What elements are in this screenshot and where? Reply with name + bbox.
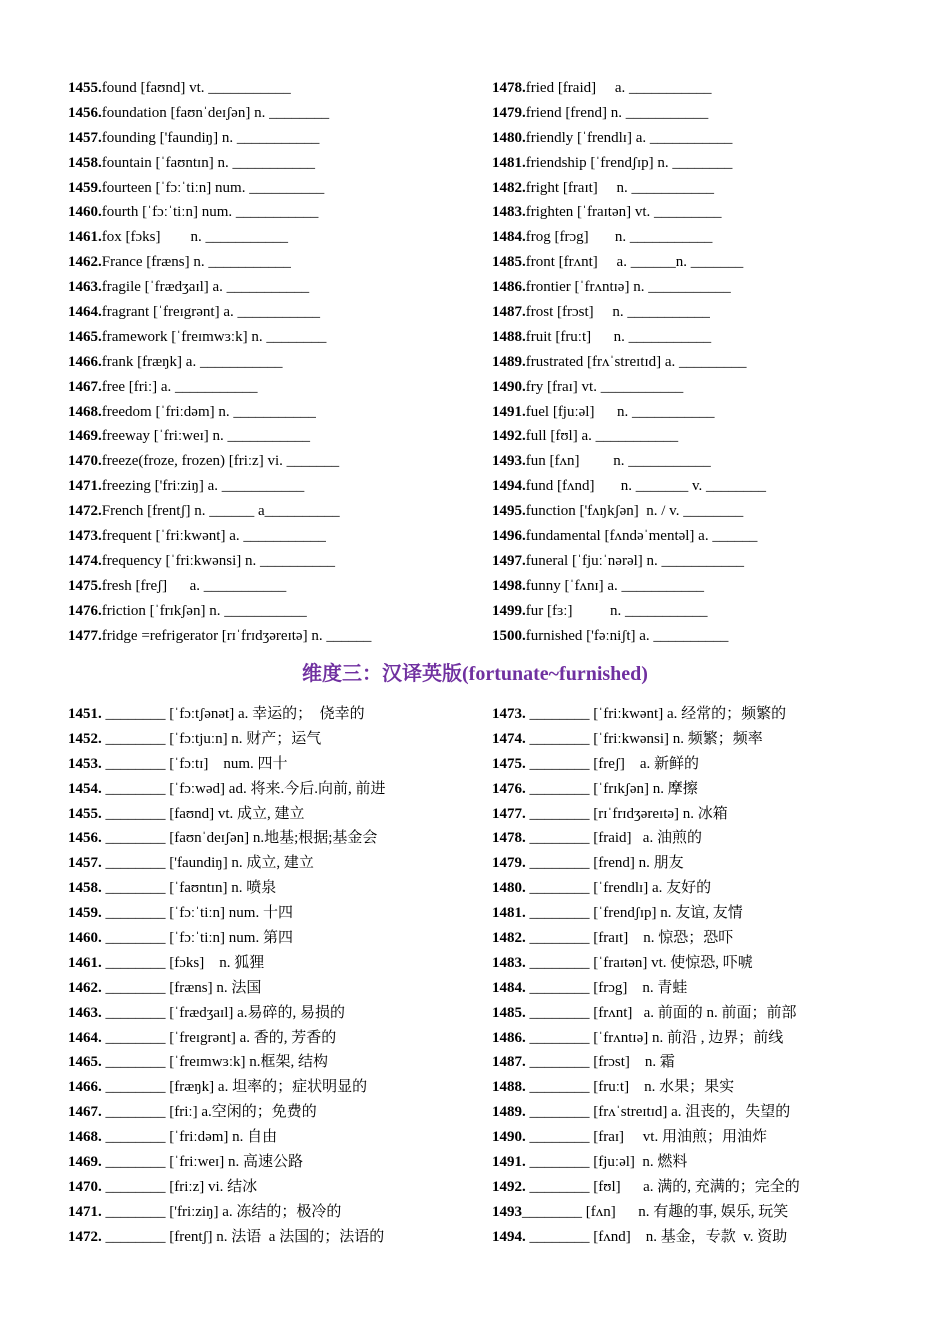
vocab-entry xyxy=(492,474,932,499)
vocab-entry xyxy=(492,802,932,827)
entry-number: 1487. xyxy=(492,1054,526,1071)
entry-number: 1457. xyxy=(68,129,102,146)
vocab-entry xyxy=(68,976,508,1001)
entry-text: ________ [ˈfɔːtjuːn] n. 财产；运气 xyxy=(101,730,322,747)
entry-number: 1484. xyxy=(492,979,526,996)
vocab-entry xyxy=(68,777,508,802)
entry-text: ________ [ˈfreɪgrənt] a. 香的, 芳香的 xyxy=(101,1029,337,1046)
vocab-entry xyxy=(492,300,932,325)
entry-number: 1457. xyxy=(68,855,102,872)
vocab-entry xyxy=(492,727,932,752)
entry-text: foundation [faʊnˈdeɪʃən] n. ________ xyxy=(101,104,330,121)
vocab-entry xyxy=(492,375,932,400)
vocab-entry xyxy=(68,225,508,250)
vocab-entry xyxy=(492,599,932,624)
entry-number: 1476. xyxy=(492,780,526,797)
entry-number: 1475. xyxy=(68,577,102,594)
entry-number: 1469. xyxy=(68,1154,102,1171)
vocab-entry xyxy=(68,1050,508,1075)
entry-number: 1494. xyxy=(492,478,526,495)
vocab-entry xyxy=(68,876,508,901)
entry-number: 1452. xyxy=(68,730,102,747)
entry-text: free [friː] a. ___________ xyxy=(101,378,258,395)
entry-number: 1465. xyxy=(68,1054,102,1071)
part1-left-column xyxy=(68,76,508,648)
entry-number: 1472. xyxy=(68,1228,102,1245)
entry-number: 1486. xyxy=(492,279,526,296)
vocab-entry xyxy=(492,101,932,126)
vocab-entry xyxy=(492,901,932,926)
entry-number: 1480. xyxy=(492,880,526,897)
vocab-entry xyxy=(492,876,932,901)
entry-text: frontier [ˈfrʌntɪə] n. ___________ xyxy=(525,279,731,296)
entry-number: 1459. xyxy=(68,179,102,196)
vocab-entry xyxy=(68,200,508,225)
entry-text: frank [fræŋk] a. ___________ xyxy=(101,353,283,370)
vocab-entry xyxy=(492,1125,932,1150)
vocab-entry xyxy=(68,151,508,176)
entry-number: 1492. xyxy=(492,1178,526,1195)
entry-number: 1483. xyxy=(492,204,526,221)
entry-number: 1475. xyxy=(492,755,526,772)
vocab-entry xyxy=(492,350,932,375)
entry-text: fruit [fruːt] n. ___________ xyxy=(525,328,712,345)
entry-number: 1493 xyxy=(492,1203,522,1220)
entry-text: fourteen [ˈfɔːˈtiːn] num. __________ xyxy=(101,179,325,196)
entry-number: 1463. xyxy=(68,279,102,296)
entry-text: ________ [ˈfraɪtən] vt. 使惊恐, 吓唬 xyxy=(525,954,753,971)
entry-text: ________ [ˈfriːdəm] n. 自由 xyxy=(101,1129,278,1146)
vocab-entry xyxy=(68,951,508,976)
entry-text: ________ [fʊl] a. 满的, 充满的；完全的 xyxy=(525,1178,800,1195)
vocab-entry xyxy=(492,1225,932,1250)
entry-text: ________ [ˈfrendlɪ] a. 友好的 xyxy=(525,880,712,897)
entry-text: friend [frend] n. ___________ xyxy=(525,104,709,121)
vocab-entry xyxy=(492,151,932,176)
entry-text: fried [fraid] a. ___________ xyxy=(525,80,712,96)
vocab-entry xyxy=(492,851,932,876)
entry-text: ________ [fræŋk] a. 坦率的；症状明显的 xyxy=(101,1079,368,1096)
entry-text: ________ [ˈfɔːˈtiːn] num. 第四 xyxy=(101,930,293,947)
entry-number: 1488. xyxy=(492,1079,526,1096)
vocab-entry xyxy=(68,1026,508,1051)
vocab-entry xyxy=(68,275,508,300)
entry-number: 1473. xyxy=(68,528,102,545)
entry-number: 1489. xyxy=(492,1104,526,1121)
vocab-entry xyxy=(492,225,932,250)
entry-number: 1463. xyxy=(68,1004,102,1021)
vocab-entry xyxy=(68,901,508,926)
entry-number: 1491. xyxy=(492,403,526,420)
entry-text: fountain [ˈfaʊntɪn] n. ___________ xyxy=(101,154,315,171)
entry-text: frighten [ˈfraɪtən] vt. _________ xyxy=(525,204,722,221)
entry-text: ________ [fʌnd] n. 基金，专款 v. 资助 xyxy=(525,1228,788,1245)
vocab-entry xyxy=(492,400,932,425)
entry-number: 1485. xyxy=(492,1004,526,1021)
vocab-entry xyxy=(68,424,508,449)
entry-text: freeze(froze, frozen) [friːz] vi. _______ xyxy=(101,453,340,470)
vocab-entry xyxy=(492,1026,932,1051)
entry-number: 1492. xyxy=(492,428,526,445)
entry-text: ________ [ˈfaʊntɪn] n. 喷泉 xyxy=(101,880,277,897)
entry-text: friendship [ˈfrendʃɪp] n. ________ xyxy=(525,154,733,171)
entry-text: ________ ['friːziŋ] a. 冻结的；极冷的 xyxy=(101,1203,342,1220)
vocab-entry xyxy=(492,777,932,802)
entry-number: 1460. xyxy=(68,204,102,221)
entry-text: ________ [fræns] n. 法国 xyxy=(101,979,262,996)
entry-text: ________ [ˈfɔːˈtiːn] num. 十四 xyxy=(101,905,293,922)
entry-number: 1465. xyxy=(68,328,102,345)
entry-number: 1497. xyxy=(492,552,526,569)
vocab-entry xyxy=(68,1175,508,1200)
entry-text: ________ [frɔg] n. 青蛙 xyxy=(525,979,688,996)
entry-number: 1461. xyxy=(68,229,102,246)
entry-text: ________ [frʌnt] a. 前面的 n. 前面；前部 xyxy=(525,1004,797,1021)
vocab-entry xyxy=(68,524,508,549)
entry-number: 1479. xyxy=(492,104,526,121)
entry-number: 1460. xyxy=(68,930,102,947)
entry-text: ________ [friː] a.空闲的；免费的 xyxy=(101,1104,317,1121)
vocab-entry xyxy=(492,1150,932,1175)
entry-text: ________ [ˈfriːkwənt] a. 经常的；频繁的 xyxy=(525,706,787,722)
entry-number: 1478. xyxy=(492,830,526,847)
entry-text: ________ [ˈfreɪmwɜːk] n.框架, 结构 xyxy=(101,1054,329,1071)
vocab-entry xyxy=(68,1001,508,1026)
vocab-entry xyxy=(68,449,508,474)
vocab-entry xyxy=(492,126,932,151)
vocab-entry xyxy=(68,499,508,524)
entry-text: function ['fʌŋkʃən] n. / v. ________ xyxy=(525,503,744,520)
entry-text: framework [ˈfreɪmwɜːk] n. ________ xyxy=(101,328,327,345)
section-title: 维度三：汉译英版(fortunate~furnished) xyxy=(302,663,648,685)
vocab-entry xyxy=(492,926,932,951)
vocab-entry xyxy=(492,275,932,300)
entry-text: frustrated [frʌˈstreɪtɪd] a. _________ xyxy=(525,353,747,370)
vocab-entry xyxy=(492,524,932,549)
entry-text: ________ [ˈfrendʃɪp] n. 友谊, 友情 xyxy=(525,905,743,922)
vocab-entry xyxy=(492,976,932,1001)
part2-left-column xyxy=(68,702,508,1250)
entry-text: fur [fɜː] n. ___________ xyxy=(525,602,708,619)
entry-number: 1466. xyxy=(68,353,102,370)
entry-text: fun [fʌn] n. ___________ xyxy=(525,453,711,470)
vocab-entry xyxy=(68,101,508,126)
entry-text: funeral [ˈfjuːˈnərəl] n. ___________ xyxy=(525,552,745,569)
entry-text: freeway [ˈfriːweɪ] n. ___________ xyxy=(101,428,311,445)
entry-text: fuel [fjuːəl] n. ___________ xyxy=(525,403,715,420)
vocab-entry xyxy=(68,375,508,400)
vocab-entry xyxy=(68,1100,508,1125)
entry-text: ________ [faʊnd] vt. 成立, 建立 xyxy=(101,805,305,822)
vocab-entry xyxy=(492,574,932,599)
entry-number: 1493. xyxy=(492,453,526,470)
vocab-entry xyxy=(68,624,508,649)
entry-number: 1488. xyxy=(492,328,526,345)
entry-text: ________ [ˈfriːkwənsi] n. 频繁；频率 xyxy=(525,730,763,747)
entry-text: friendly [ˈfrendlɪ] a. ___________ xyxy=(525,129,733,146)
entry-number: 1462. xyxy=(68,979,102,996)
entry-text: found [faʊnd] vt. ___________ xyxy=(101,80,291,96)
vocab-entry xyxy=(492,624,932,649)
vocab-entry xyxy=(68,851,508,876)
entry-number: 1484. xyxy=(492,229,526,246)
entry-text: fund [fʌnd] n. _______ v. ________ xyxy=(525,478,767,495)
vocab-entry xyxy=(68,1225,508,1250)
entry-text: ________ [freʃ] a. 新鲜的 xyxy=(525,755,700,772)
entry-number: 1490. xyxy=(492,1129,526,1146)
entry-text: ________ [friːz] vi. 结冰 xyxy=(101,1178,258,1195)
entry-number: 1496. xyxy=(492,528,526,545)
entry-text: ________ [ˈfɔːtɪ] num. 四十 xyxy=(101,755,288,772)
entry-number: 1456. xyxy=(68,830,102,847)
entry-number: 1500. xyxy=(492,627,526,644)
entry-number: 1468. xyxy=(68,403,102,420)
entry-text: ________ [fʌn] n. 有趣的事, 娱乐, 玩笑 xyxy=(522,1203,789,1220)
vocab-entry xyxy=(68,926,508,951)
vocab-entry xyxy=(68,826,508,851)
entry-text: freezing ['friːziŋ] a. ___________ xyxy=(101,478,305,495)
entry-number: 1467. xyxy=(68,378,102,395)
entry-number: 1471. xyxy=(68,478,102,495)
entry-text: ________ [ˈfɔːtʃənət] a. 幸运的； 侥幸的 xyxy=(101,706,365,722)
entry-text: France [fræns] n. ___________ xyxy=(101,254,291,271)
vocab-entry xyxy=(68,549,508,574)
vocab-entry xyxy=(492,1001,932,1026)
vocab-entry xyxy=(68,1200,508,1225)
vocab-entry xyxy=(492,752,932,777)
vocab-entry xyxy=(68,300,508,325)
entry-text: ________ [fraɪ] vt. 用油煎；用油炸 xyxy=(525,1129,767,1146)
entry-text: ________ [fɔks] n. 狐狸 xyxy=(101,954,265,971)
entry-text: ________ [faʊnˈdeɪʃən] n.地基;根据;基金会 xyxy=(101,830,378,847)
entry-text: fragile [ˈfrædʒaɪl] a. ___________ xyxy=(101,279,310,296)
entry-text: fry [fraɪ] vt. ___________ xyxy=(525,378,684,395)
entry-text: ________ [ˈfriːweɪ] n. 高速公路 xyxy=(101,1154,303,1171)
vocab-entry xyxy=(492,1050,932,1075)
entry-text: ________ ['faundiŋ] n. 成立, 建立 xyxy=(101,855,314,872)
entry-number: 1458. xyxy=(68,154,102,171)
entry-text: fright [fraɪt] n. ___________ xyxy=(525,179,715,196)
entry-number: 1473. xyxy=(492,706,526,722)
entry-number: 1477. xyxy=(68,627,102,644)
vocab-entry xyxy=(68,474,508,499)
entry-text: founding ['faundiŋ] n. ___________ xyxy=(101,129,320,146)
vocab-entry xyxy=(68,802,508,827)
vocab-entry xyxy=(68,350,508,375)
entry-text: ________ [frend] n. 朋友 xyxy=(525,855,684,872)
vocab-entry xyxy=(492,1200,932,1225)
vocab-entry xyxy=(492,424,932,449)
vocab-entry xyxy=(492,1075,932,1100)
entry-number: 1481. xyxy=(492,905,526,922)
vocab-entry xyxy=(492,826,932,851)
entry-number: 1466. xyxy=(68,1079,102,1096)
vocab-entry xyxy=(492,951,932,976)
entry-number: 1468. xyxy=(68,1129,102,1146)
entry-text: ________ [frɔst] n. 霜 xyxy=(525,1054,675,1071)
vocab-entry xyxy=(492,549,932,574)
vocab-entry xyxy=(492,176,932,201)
entry-text: ________ [frentʃ] n. 法语 a 法国的；法语的 xyxy=(101,1228,385,1245)
entry-number: 1477. xyxy=(492,805,526,822)
entry-number: 1480. xyxy=(492,129,526,146)
entry-text: fourth [ˈfɔːˈtiːn] num. ___________ xyxy=(101,204,319,221)
vocab-entry xyxy=(68,400,508,425)
entry-number: 1490. xyxy=(492,378,526,395)
vocab-entry xyxy=(68,727,508,752)
entry-text: ________ [ˈfɔːwəd] ad. 将来.今后.向前, 前进 xyxy=(101,780,386,797)
entry-number: 1455. xyxy=(68,80,102,96)
vocab-entry xyxy=(68,325,508,350)
vocab-entry xyxy=(492,250,932,275)
vocab-entry xyxy=(492,325,932,350)
vocab-entry xyxy=(68,176,508,201)
entry-text: ________ [rɪˈfrɪdʒəreɪtə] n. 冰箱 xyxy=(525,805,728,822)
entry-number: 1461. xyxy=(68,954,102,971)
entry-number: 1467. xyxy=(68,1104,102,1121)
vocab-entry xyxy=(68,574,508,599)
entry-number: 1470. xyxy=(68,453,102,470)
vocab-entry xyxy=(492,499,932,524)
vocab-entry xyxy=(492,702,932,727)
entry-number: 1471. xyxy=(68,1203,102,1220)
vocab-entry xyxy=(68,250,508,275)
vocab-entry xyxy=(68,599,508,624)
entry-text: fresh [freʃ] a. ___________ xyxy=(101,577,287,594)
entry-text: ________ [frʌˈstreɪtɪd] a. 沮丧的，失望的 xyxy=(525,1104,791,1121)
entry-number: 1455. xyxy=(68,805,102,822)
entry-text: frequency [ˈfriːkwənsi] n. __________ xyxy=(101,552,336,569)
entry-number: 1491. xyxy=(492,1154,526,1171)
entry-number: 1470. xyxy=(68,1178,102,1195)
entry-number: 1482. xyxy=(492,930,526,947)
entry-number: 1474. xyxy=(492,730,526,747)
entry-text: ________ [fjuːəl] n. 燃料 xyxy=(525,1154,688,1171)
entry-text: frog [frɔg] n. ___________ xyxy=(525,229,713,246)
entry-text: ________ [ˈfrʌntɪə] n. 前沿 , 边界；前线 xyxy=(525,1029,784,1046)
vocab-entry xyxy=(68,1125,508,1150)
entry-number: 1469. xyxy=(68,428,102,445)
entry-text: ________ [ˈfrædʒaɪl] a.易碎的, 易损的 xyxy=(101,1004,346,1021)
entry-number: 1476. xyxy=(68,602,102,619)
entry-number: 1472. xyxy=(68,503,102,520)
entry-number: 1451. xyxy=(68,706,102,722)
entry-number: 1464. xyxy=(68,304,102,321)
entry-text: fragrant [ˈfreɪgrənt] a. ___________ xyxy=(101,304,320,321)
vocab-entry xyxy=(492,76,932,101)
entry-text: fundamental [fʌndəˈmentəl] a. ______ xyxy=(525,528,758,545)
vocab-entry xyxy=(68,76,508,101)
entry-number: 1478. xyxy=(492,80,526,96)
entry-text: front [frʌnt] a. ______n. _______ xyxy=(525,254,744,271)
entry-text: ________ [fruːt] n. 水果；果实 xyxy=(525,1079,735,1096)
entry-number: 1499. xyxy=(492,602,526,619)
entry-number: 1482. xyxy=(492,179,526,196)
part1-right-column xyxy=(492,76,932,648)
vocab-entry xyxy=(492,200,932,225)
entry-number: 1483. xyxy=(492,954,526,971)
entry-number: 1481. xyxy=(492,154,526,171)
entry-text: ________ [fraid] a. 油煎的 xyxy=(525,830,702,847)
entry-number: 1464. xyxy=(68,1029,102,1046)
entry-number: 1498. xyxy=(492,577,526,594)
entry-text: fridge =refrigerator [rɪˈfrɪdʒəreɪtə] n. ______ xyxy=(101,627,372,644)
entry-number: 1454. xyxy=(68,780,102,797)
entry-text: furnished ['fəːniʃt] a. __________ xyxy=(525,627,729,644)
entry-number: 1462. xyxy=(68,254,102,271)
entry-text: frequent [ˈfriːkwənt] a. ___________ xyxy=(101,528,326,545)
entry-text: frost [frɔst] n. ___________ xyxy=(525,304,710,321)
vocab-entry xyxy=(68,1150,508,1175)
entry-text: funny [ˈfʌnɪ] a. ___________ xyxy=(525,577,705,594)
entry-number: 1485. xyxy=(492,254,526,271)
entry-text: friction [ˈfrɪkʃən] n. ___________ xyxy=(101,602,307,619)
entry-number: 1479. xyxy=(492,855,526,872)
entry-text: fox [fɔks] n. ___________ xyxy=(101,229,288,246)
entry-number: 1495. xyxy=(492,503,526,520)
entry-number: 1489. xyxy=(492,353,526,370)
entry-number: 1474. xyxy=(68,552,102,569)
entry-number: 1453. xyxy=(68,755,102,772)
vocab-entry xyxy=(492,1100,932,1125)
entry-text: ________ [ˈfrɪkʃən] n. 摩擦 xyxy=(525,780,698,797)
entry-number: 1486. xyxy=(492,1029,526,1046)
vocab-entry xyxy=(492,1175,932,1200)
entry-number: 1459. xyxy=(68,905,102,922)
part2-right-column xyxy=(492,702,932,1250)
vocab-entry xyxy=(68,1075,508,1100)
vocab-entry xyxy=(68,702,508,727)
vocab-entry xyxy=(492,449,932,474)
entry-text: freedom [ˈfriːdəm] n. ___________ xyxy=(101,403,316,420)
entry-number: 1456. xyxy=(68,104,102,121)
entry-number: 1494. xyxy=(492,1228,526,1245)
entry-text: French [frentʃ] n. ______ a__________ xyxy=(101,503,340,520)
vocab-entry xyxy=(68,752,508,777)
entry-number: 1487. xyxy=(492,304,526,321)
entry-number: 1458. xyxy=(68,880,102,897)
entry-text: ________ [fraɪt] n. 惊恐；恐吓 xyxy=(525,930,734,947)
vocab-entry xyxy=(68,126,508,151)
entry-text: full [fʊl] a. ___________ xyxy=(525,428,679,445)
